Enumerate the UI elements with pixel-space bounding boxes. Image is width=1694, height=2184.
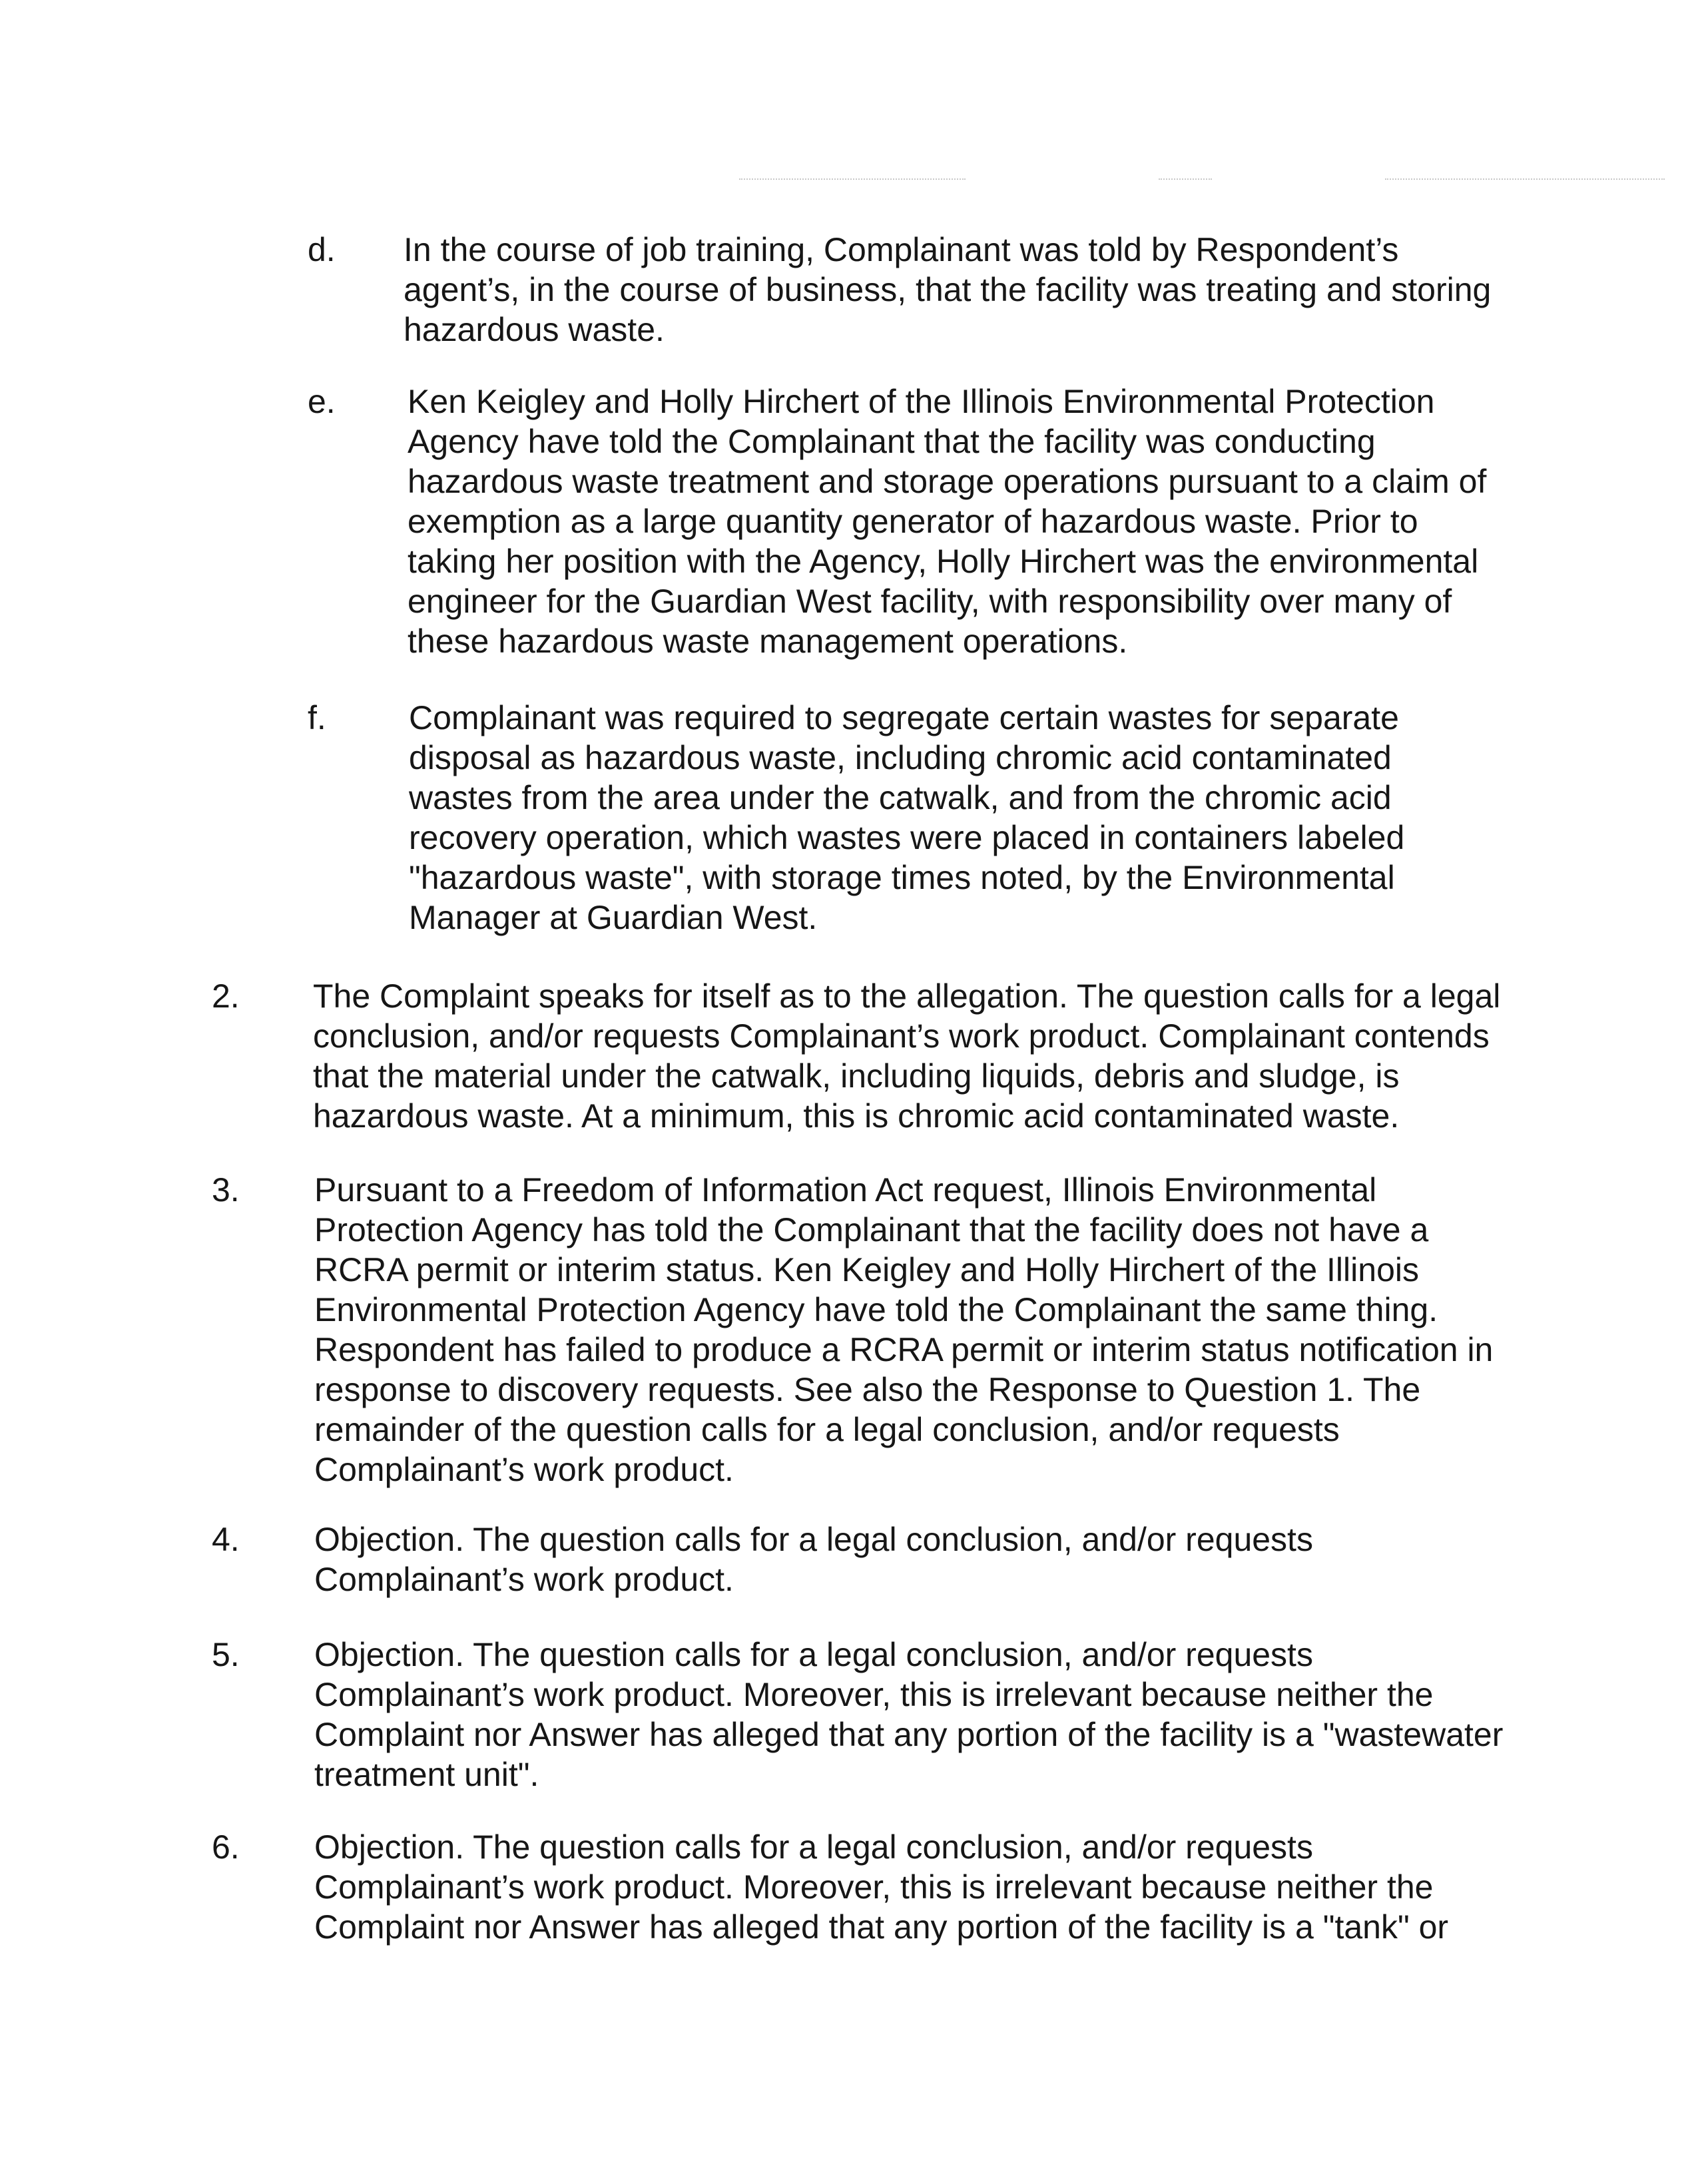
text-line: Protection Agency has told the Complainant that the facility does not have a bbox=[314, 1211, 1429, 1248]
text-line: Agency have told the Complainant that the facility was conducting bbox=[408, 423, 1376, 460]
text-line: Complaint nor Answer has alleged that any portion of the facility is a "tank" or bbox=[314, 1908, 1449, 1946]
text-line: hazardous waste. At a minimum, this is chromic acid contaminated waste. bbox=[313, 1097, 1400, 1135]
text-line: taking her position with the Agency, Holly Hirchert was the environmental bbox=[408, 543, 1479, 580]
text-line: recovery operation, which wastes were placed in containers labeled bbox=[409, 819, 1405, 856]
list-item-text bbox=[314, 1635, 1503, 1794]
text-line: Complainant’s work product. Moreover, this is irrelevant because neither the bbox=[314, 1868, 1434, 1906]
list-item-marker: 4. bbox=[212, 1521, 240, 1558]
scan-artifact bbox=[1385, 178, 1665, 182]
list-item-marker: d. bbox=[308, 231, 336, 268]
list-item-text bbox=[313, 976, 1500, 1136]
text-line: wastes from the area under the catwalk, and from the chromic acid bbox=[409, 779, 1392, 816]
text-line: The Complaint speaks for itself as to the allegation. The question calls for a legal bbox=[313, 977, 1501, 1015]
list-item-marker: f. bbox=[308, 699, 326, 736]
text-line: Complainant’s work product. bbox=[314, 1451, 734, 1488]
list-item-marker: 3. bbox=[212, 1171, 240, 1209]
text-line: engineer for the Guardian West facility, with responsibility over many of bbox=[408, 583, 1452, 620]
text-line: Complainant’s work product. bbox=[314, 1561, 734, 1598]
list-item-marker: e. bbox=[308, 383, 336, 420]
text-line: exemption as a large quantity generator of hazardous waste. Prior to bbox=[408, 503, 1418, 540]
text-line: disposal as hazardous waste, including chromic acid contaminated bbox=[409, 739, 1392, 776]
list-item-text bbox=[409, 698, 1404, 938]
text-line: that the material under the catwalk, including liquids, debris and sludge, is bbox=[313, 1057, 1400, 1095]
text-line: hazardous waste treatment and storage operations pursuant to a claim of bbox=[408, 463, 1487, 500]
list-item-text bbox=[314, 1170, 1493, 1490]
text-line: these hazardous waste management operations. bbox=[408, 623, 1128, 660]
scan-artifact bbox=[739, 178, 966, 182]
text-line: Manager at Guardian West. bbox=[409, 899, 818, 936]
text-line: agent’s, in the course of business, that the facility was treating and storing bbox=[404, 271, 1492, 308]
text-line: Respondent has failed to produce a RCRA permit or interim status notification in bbox=[314, 1331, 1494, 1368]
text-line: treatment unit". bbox=[314, 1756, 539, 1793]
list-item-text bbox=[314, 1519, 1313, 1599]
list-item-text bbox=[314, 1827, 1448, 1947]
list-item-marker: 5. bbox=[212, 1636, 240, 1673]
list-item-marker: 6. bbox=[212, 1828, 240, 1866]
list-item-text bbox=[404, 230, 1491, 350]
text-line: Complainant was required to segregate certain wastes for separate bbox=[409, 699, 1399, 736]
list-item-text bbox=[408, 382, 1486, 661]
text-line: hazardous waste. bbox=[404, 311, 665, 348]
scan-artifact bbox=[1159, 178, 1212, 182]
text-line: Objection. The question calls for a legal conclusion, and/or requests bbox=[314, 1828, 1313, 1866]
text-line: conclusion, and/or requests Complainant’s work product. Complainant contends bbox=[313, 1017, 1490, 1055]
text-line: Objection. The question calls for a legal conclusion, and/or requests bbox=[314, 1636, 1313, 1673]
text-line: In the course of job training, Complainant was told by Respondent’s bbox=[404, 231, 1399, 268]
text-line: response to discovery requests. See also the Response to Question 1. The bbox=[314, 1371, 1421, 1408]
text-line: Ken Keigley and Holly Hirchert of the Illinois Environmental Protection bbox=[408, 383, 1435, 420]
list-item-marker: 2. bbox=[212, 977, 240, 1015]
text-line: Objection. The question calls for a legal conclusion, and/or requests bbox=[314, 1521, 1313, 1558]
text-line: Complaint nor Answer has alleged that any portion of the facility is a "wastewater bbox=[314, 1716, 1504, 1753]
text-line: RCRA permit or interim status. Ken Keigley and Holly Hirchert of the Illinois bbox=[314, 1251, 1419, 1288]
text-line: "hazardous waste", with storage times noted, by the Environmental bbox=[409, 859, 1395, 896]
text-line: Complainant’s work product. Moreover, this is irrelevant because neither the bbox=[314, 1676, 1434, 1713]
text-line: Pursuant to a Freedom of Information Act request, Illinois Environmental bbox=[314, 1171, 1377, 1209]
text-line: remainder of the question calls for a legal conclusion, and/or requests bbox=[314, 1411, 1340, 1448]
text-line: Environmental Protection Agency have told the Complainant the same thing. bbox=[314, 1291, 1438, 1328]
